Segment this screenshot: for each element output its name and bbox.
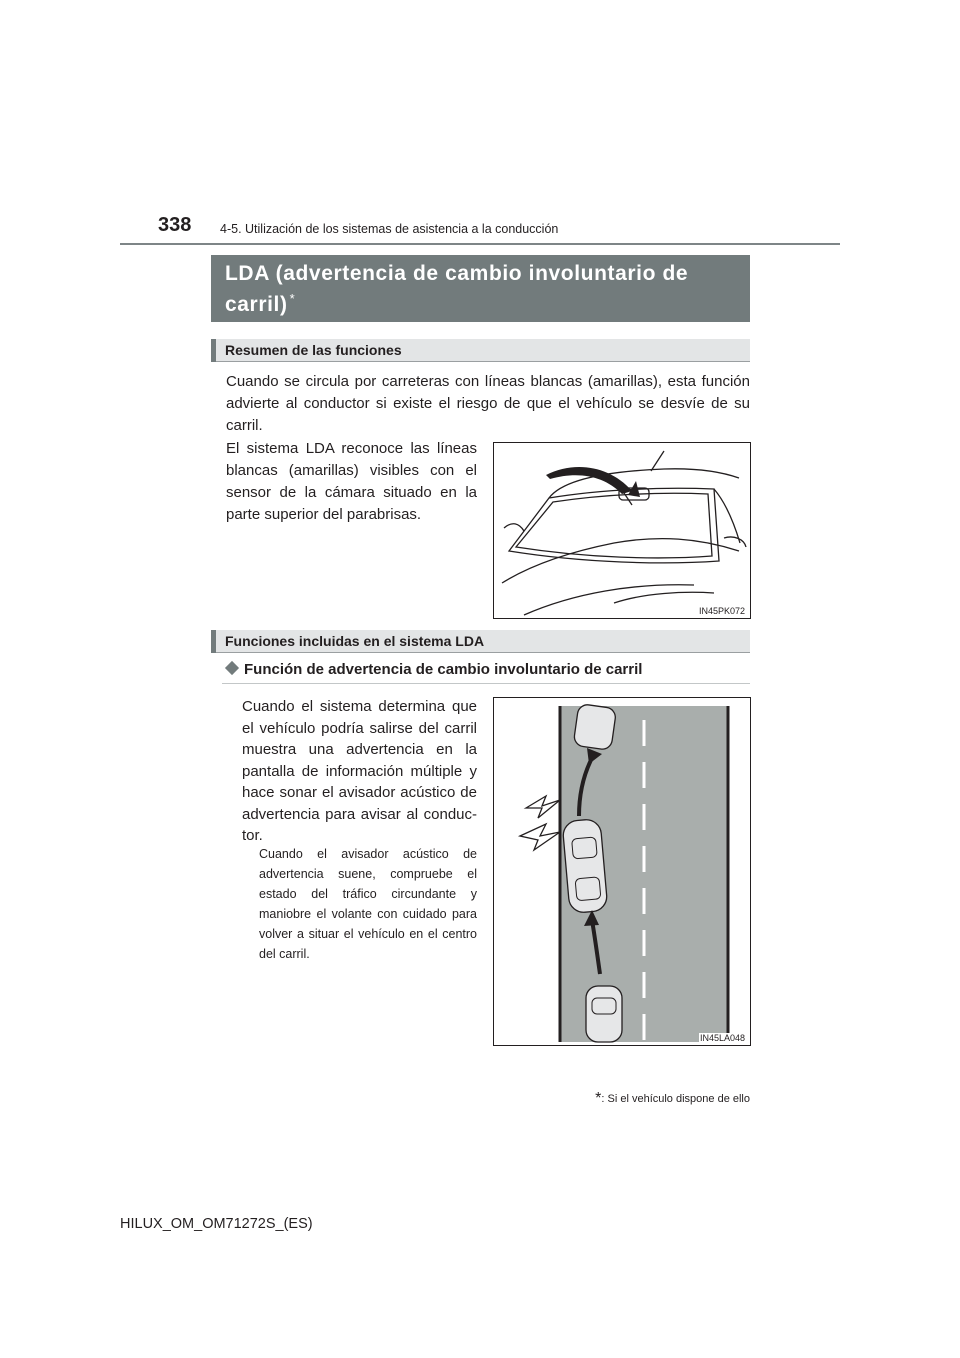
title-line-2 — [225, 291, 295, 317]
section-heading-functions — [211, 630, 750, 653]
figure-code-lane: IN45LA048 — [699, 1033, 745, 1043]
lane-departure-illustration — [494, 698, 750, 1045]
footnote-asterisk: * — [595, 1090, 602, 1107]
section-heading-functions-text: Funciones incluidas en el sistema LDA — [225, 633, 485, 649]
camera-text: El sistema LDA reconoce las líneas blancas (amarillas) visibles con el sensor de la cámara situado en la parte superior del parabrisas. — [226, 440, 477, 523]
document-code: HILUX_OM_OM71272S_(ES) — [120, 1216, 313, 1232]
windshield-illustration — [494, 443, 750, 618]
summary-intro: Cuando se circula por carreteras con líneas blancas (amarillas), esta función advierte al conductor si existe el riesgo de que el vehículo se desvíe de su carril. — [226, 373, 750, 434]
title-line-1: LDA (advertencia de cambio involuntario de — [225, 262, 689, 285]
diamond-bullet-icon — [225, 661, 239, 675]
page-title — [211, 255, 750, 322]
page-number: 338 — [158, 214, 192, 236]
subheading-rule — [222, 683, 750, 684]
function-subheading — [226, 661, 642, 678]
windshield-camera-figure — [493, 442, 751, 619]
function-note: Cuando el avisador acústico de advertencia suene, compruebe el estado del tráfico circundante y maniobre el volante con cuidado para volver a situar el vehículo en el centro del carril. — [259, 847, 477, 961]
figure-code-windshield: IN45PK072 — [698, 606, 745, 616]
footnote-text: : Si el vehículo dispone de ello — [601, 1093, 750, 1105]
footnote — [595, 1090, 750, 1108]
title-line-2-text: carril) — [225, 293, 288, 316]
section-heading-summary-text: Resumen de las funciones — [225, 342, 402, 358]
function-body: Cuando el sistema determina que el vehículo podría salirse del carril muestra una advertencia en la pantalla de información múltiple y hace sonar el avisador acústico de advertencia para avisar al conduc-tor. — [242, 698, 477, 844]
header-rule — [120, 243, 840, 245]
function-subheading-text: Función de advertencia de cambio involuntario de carril — [244, 661, 643, 678]
lane-departure-figure — [493, 697, 751, 1046]
running-header: 4-5. Utilización de los sistemas de asistencia a la conducción — [220, 222, 559, 236]
title-asterisk: * — [289, 291, 296, 306]
section-heading-summary — [211, 339, 750, 362]
